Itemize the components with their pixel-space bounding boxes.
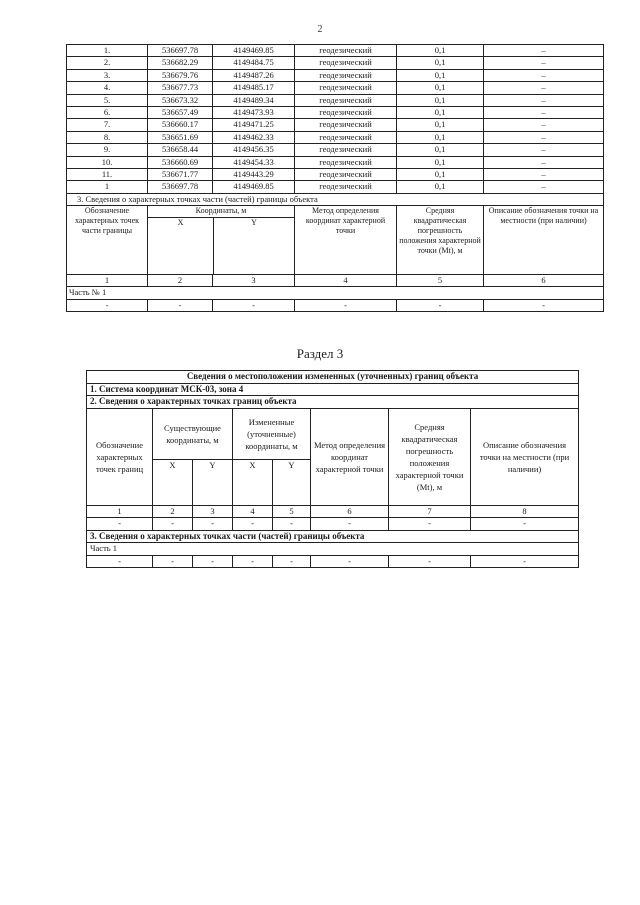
cell-x: 536658.44: [148, 144, 213, 156]
num-cell: 6: [484, 275, 604, 287]
cell-desc: –: [484, 181, 604, 193]
part-label-row: [67, 287, 604, 299]
col-method-header: Метод определения координат характерной точки: [311, 408, 389, 505]
cell-x: 536697.78: [148, 181, 213, 193]
cell-y: 4149473.93: [213, 106, 295, 118]
cell-y: 4149469.85: [213, 45, 295, 57]
dash-row: [87, 518, 579, 531]
cell-y: 4149443.29: [213, 168, 295, 180]
table-row: [67, 69, 604, 81]
dash-cell: -: [273, 518, 311, 531]
table-row: [67, 82, 604, 94]
cell-mt: 0,1: [397, 57, 484, 69]
col-coords-header: [148, 206, 295, 275]
dash-cell: -: [273, 555, 311, 568]
dash-cell: -: [397, 299, 484, 311]
cell-desc: –: [484, 57, 604, 69]
cell-x: 536677.73: [148, 82, 213, 94]
cell-n: 10.: [67, 156, 148, 168]
num-cell: 4: [233, 505, 273, 518]
num-cell: 1: [87, 505, 153, 518]
num-cell: 8: [471, 505, 579, 518]
cell-mt: 0,1: [397, 156, 484, 168]
table-title: Сведения о местоположении измененных (уточненных) границ объекта: [87, 371, 579, 384]
cell-method: геодезический: [295, 45, 397, 57]
dash-cell: -: [389, 518, 471, 531]
table-row: [67, 181, 604, 193]
dash-cell: -: [484, 299, 604, 311]
cell-desc: –: [484, 45, 604, 57]
cell-n: 11.: [67, 168, 148, 180]
cell-desc: –: [484, 69, 604, 81]
cell-n: 1.: [67, 45, 148, 57]
part-table-header-row: [67, 206, 604, 275]
part-dash-row: [87, 555, 579, 568]
table-row: [67, 45, 604, 57]
part-label: Часть № 1: [67, 287, 604, 299]
dash-cell: -: [233, 555, 273, 568]
col-designation-header: Обозначение характерных точек границ: [87, 408, 153, 505]
points-header: 2. Сведения о характерных точках границ объекта: [87, 396, 579, 409]
num-cell: 2: [153, 505, 193, 518]
table-row: [67, 156, 604, 168]
cell-desc: –: [484, 156, 604, 168]
part-label-row: [87, 543, 579, 556]
cell-y: 4149456.35: [213, 144, 295, 156]
cell-method: геодезический: [295, 168, 397, 180]
cell-x: 536671.77: [148, 168, 213, 180]
cell-mt: 0,1: [397, 181, 484, 193]
table-row: [67, 94, 604, 106]
cell-x: 536673.32: [148, 94, 213, 106]
cell-desc: –: [484, 82, 604, 94]
cell-y: 4149489.34: [213, 94, 295, 106]
cell-n: 1: [67, 181, 148, 193]
col-designation-header: Обозначение характерных точек части границы: [67, 206, 148, 275]
parts-header-row: [87, 530, 579, 543]
cell-n: 9.: [67, 144, 148, 156]
coord-system-row: [87, 383, 579, 396]
dash-cell: -: [148, 299, 213, 311]
cell-method: геодезический: [295, 131, 397, 143]
y-label: Y: [213, 218, 294, 274]
dash-cell: -: [233, 518, 273, 531]
cell-method: геодезический: [295, 119, 397, 131]
table-row: [67, 168, 604, 180]
existing-y-header: Y: [193, 460, 233, 505]
dash-cell: -: [213, 299, 295, 311]
cell-method: геодезический: [295, 57, 397, 69]
cell-mt: 0,1: [397, 106, 484, 118]
cell-n: 2.: [67, 57, 148, 69]
existing-x-header: X: [153, 460, 193, 505]
x-label: X: [177, 218, 184, 228]
cell-x: 536682.29: [148, 57, 213, 69]
dash-cell: -: [153, 518, 193, 531]
cell-y: 4149487.26: [213, 69, 295, 81]
parts-header: 3. Сведения о характерных точках части (частей) границы объекта: [87, 530, 579, 543]
cell-y: 4149462.33: [213, 131, 295, 143]
cell-method: геодезический: [295, 144, 397, 156]
part-section-header-row: [67, 193, 604, 205]
dash-cell: -: [87, 555, 153, 568]
coordinates-table: [66, 44, 604, 312]
num-cell: 5: [273, 505, 311, 518]
dash-cell: -: [471, 555, 579, 568]
cell-x: 536679.76: [148, 69, 213, 81]
num-cell: 3: [213, 275, 295, 287]
cell-method: геодезический: [295, 106, 397, 118]
num-cell: 7: [389, 505, 471, 518]
table-row: [67, 57, 604, 69]
cell-x: 536660.17: [148, 119, 213, 131]
section-3-title: Раздел 3: [296, 346, 344, 361]
part-dash-row: [67, 299, 604, 311]
cell-mt: 0,1: [397, 69, 484, 81]
cell-x: 536651.69: [148, 131, 213, 143]
num-cell: 6: [311, 505, 389, 518]
cell-desc: –: [484, 168, 604, 180]
cell-mt: 0,1: [397, 94, 484, 106]
points-header-row: [87, 396, 579, 409]
page-number: 2: [317, 24, 323, 35]
dash-cell: -: [153, 555, 193, 568]
num-cell: 2: [148, 275, 213, 287]
cell-mt: 0,1: [397, 45, 484, 57]
table-row: [67, 119, 604, 131]
part-section-header: 3. Сведения о характерных точках части (частей) границы объекта: [67, 193, 604, 205]
col-desc-header: Описание обозначения точки на местности (при наличии): [484, 206, 604, 275]
cell-y: 4149485.17: [213, 82, 295, 94]
cell-y: 4149454.33: [213, 156, 295, 168]
changed-x-header: X: [233, 460, 273, 505]
dash-cell: -: [193, 518, 233, 531]
dash-cell: -: [311, 518, 389, 531]
cell-y: 4149471.25: [213, 119, 295, 131]
num-row: [87, 505, 579, 518]
cell-y: 4149484.75: [213, 57, 295, 69]
column-header-row: [87, 408, 579, 460]
cell-desc: –: [484, 94, 604, 106]
col-mt-header: Средняя квадратическая погрешность положения характерной точки (Mt), м: [397, 206, 484, 275]
cell-desc: –: [484, 106, 604, 118]
table-title-row: [87, 371, 579, 384]
part-num-row: [67, 275, 604, 287]
section-3-table: [86, 370, 579, 568]
cell-x: 536697.78: [148, 45, 213, 57]
cell-desc: –: [484, 131, 604, 143]
cell-n: 6.: [67, 106, 148, 118]
cell-mt: 0,1: [397, 82, 484, 94]
num-cell: 4: [295, 275, 397, 287]
dash-cell: -: [193, 555, 233, 568]
dash-cell: -: [295, 299, 397, 311]
cell-n: 3.: [67, 69, 148, 81]
coords-label: Координаты, м: [148, 206, 294, 218]
col-mt-header: Средняя квадратическая погрешность положения характерной точки (Mt), м: [389, 408, 471, 505]
dash-cell: -: [471, 518, 579, 531]
col-changed-header: Измененные (уточненные) координаты, м: [233, 408, 311, 460]
cell-method: геодезический: [295, 94, 397, 106]
cell-mt: 0,1: [397, 168, 484, 180]
cell-n: 5.: [67, 94, 148, 106]
cell-y: 4149469.85: [213, 181, 295, 193]
cell-n: 8.: [67, 131, 148, 143]
dash-cell: -: [311, 555, 389, 568]
cell-desc: –: [484, 119, 604, 131]
col-existing-header: Существующие координаты, м: [153, 408, 233, 460]
cell-method: геодезический: [295, 69, 397, 81]
cell-mt: 0,1: [397, 144, 484, 156]
cell-x: 536657.49: [148, 106, 213, 118]
num-cell: 1: [67, 275, 148, 287]
cell-n: 4.: [67, 82, 148, 94]
changed-y-header: Y: [273, 460, 311, 505]
cell-x: 536660.69: [148, 156, 213, 168]
cell-mt: 0,1: [397, 131, 484, 143]
part-label: Часть 1: [87, 543, 579, 556]
table-row: [67, 144, 604, 156]
cell-n: 7.: [67, 119, 148, 131]
cell-method: геодезический: [295, 82, 397, 94]
num-cell: 3: [193, 505, 233, 518]
cell-method: геодезический: [295, 156, 397, 168]
dash-cell: -: [67, 299, 148, 311]
table-row: [67, 106, 604, 118]
col-method-header: Метод определения координат характерной точки: [295, 206, 397, 275]
dash-cell: -: [87, 518, 153, 531]
coord-system: 1. Система координат МСК-03, зона 4: [87, 383, 579, 396]
cell-method: геодезический: [295, 181, 397, 193]
dash-cell: -: [389, 555, 471, 568]
table-row: [67, 131, 604, 143]
cell-mt: 0,1: [397, 119, 484, 131]
cell-desc: –: [484, 144, 604, 156]
col-desc-header: Описание обозначения точки на местности (при наличии): [471, 408, 579, 505]
num-cell: 5: [397, 275, 484, 287]
